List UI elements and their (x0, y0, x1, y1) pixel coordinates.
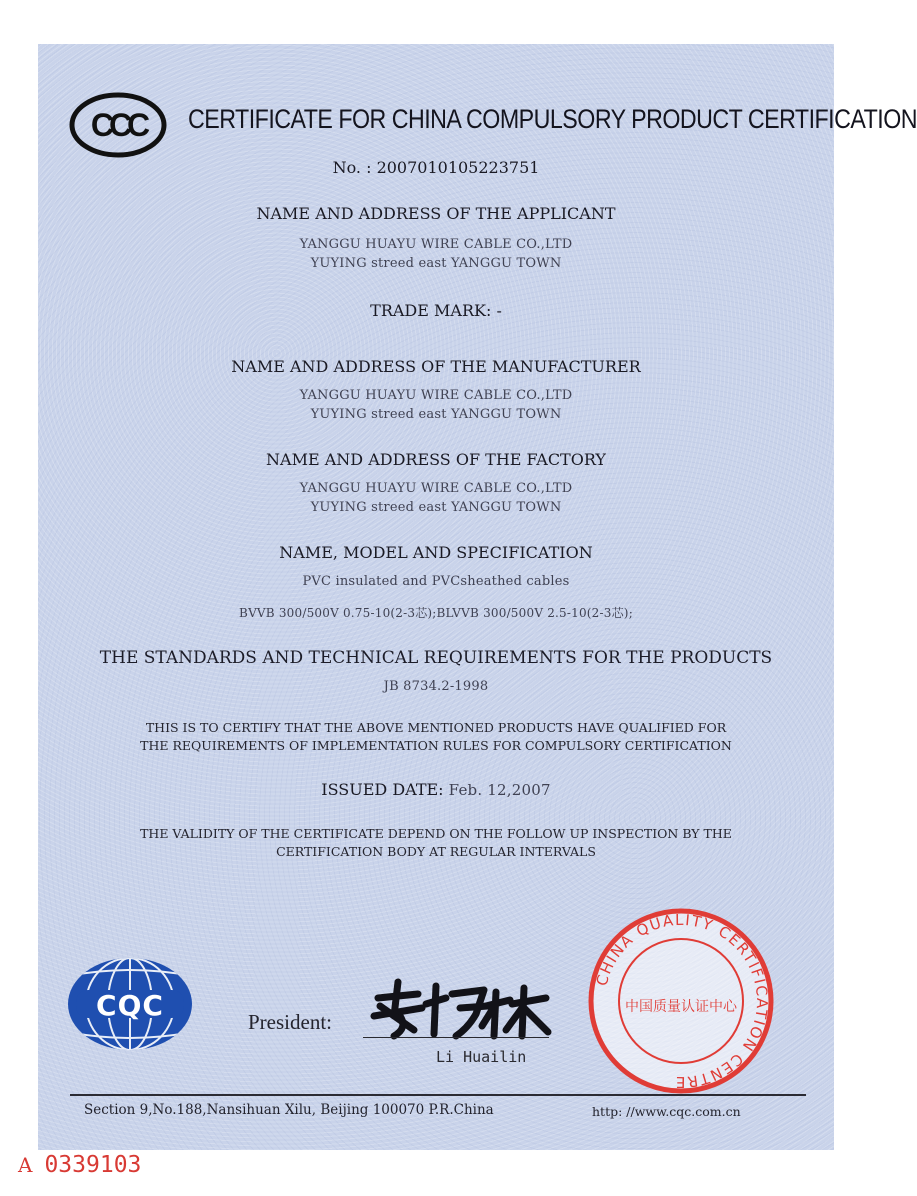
president-name: Li Huailin (436, 1048, 527, 1066)
applicant-heading: NAME AND ADDRESS OF THE APPLICANT (256, 204, 616, 223)
footer-address: Section 9,No.188,Nansihuan Xilu, Beijing 100070 P.R.China (84, 1102, 494, 1118)
ccc-logo-icon (68, 92, 168, 158)
certificate-sheet (38, 44, 917, 1150)
signature-line (363, 1037, 549, 1038)
seal-outer-text: CHINA QUALITY CERTIFICATION CENTRE (592, 910, 772, 1092)
standards-heading: THE STANDARDS AND TECHNICAL REQUIREMENTS FOR THE PRODUCTS (99, 648, 773, 668)
certificate-number: No. : 2007010105223751 (332, 158, 540, 177)
standards-value: JB 8734.2-1998 (383, 679, 489, 694)
cqc-logo-text: CQC (96, 989, 164, 1022)
president-label: President: (248, 1010, 332, 1034)
applicant-address: YUYING streed east YANGGU TOWN (310, 256, 562, 271)
handwritten-signature (364, 976, 554, 1042)
factory-name: YANGGU HUAYU WIRE CABLE CO.,LTD (299, 481, 573, 496)
serial-digits: 0339103 (44, 1152, 142, 1178)
issued-date-row (38, 780, 834, 799)
validity-line-1: THE VALIDITY OF THE CERTIFICATE DEPEND ON THE FOLLOW UP INSPECTION BY THE (140, 826, 732, 841)
issued-date-label: ISSUED DATE: (321, 780, 444, 799)
issued-date-value: Feb. 12,2007 (448, 781, 551, 799)
trade-mark: TRADE MARK: - (370, 301, 502, 320)
validity-line-2: CERTIFICATION BODY AT REGULAR INTERVALS (276, 844, 596, 859)
manufacturer-address: YUYING streed east YANGGU TOWN (310, 407, 562, 422)
footer-divider (70, 1094, 806, 1096)
ccc-logo-text: CCC (90, 107, 146, 143)
factory-heading: NAME AND ADDRESS OF THE FACTORY (266, 450, 606, 469)
manufacturer-name: YANGGU HUAYU WIRE CABLE CO.,LTD (299, 388, 573, 403)
cqc-logo-icon (66, 956, 194, 1052)
cqc-seal-stamp (586, 906, 776, 1096)
applicant-name: YANGGU HUAYU WIRE CABLE CO.,LTD (299, 237, 573, 252)
certificate-title: CERTIFICATE FOR CHINA COMPULSORY PRODUCT CERTIFICATION (188, 104, 917, 134)
footer-url: http: //www.cqc.com.cn (592, 1104, 741, 1119)
manufacturer-heading: NAME AND ADDRESS OF THE MANUFACTURER (231, 357, 641, 376)
factory-address: YUYING streed east YANGGU TOWN (310, 500, 562, 515)
product-spec: BVVB 300/500V 0.75-10(2-3芯);BLVVB 300/500V 2.5-10(2-3芯); (239, 606, 633, 620)
serial-prefix: A (18, 1153, 33, 1177)
seal-inner-text: 中国质量认证中心 (625, 999, 737, 1015)
product-name: PVC insulated and PVCsheathed cables (302, 574, 570, 589)
certify-line-2: THE REQUIREMENTS OF IMPLEMENTATION RULES FOR COMPULSORY CERTIFICATION (140, 738, 732, 753)
certify-line-1: THIS IS TO CERTIFY THAT THE ABOVE MENTIONED PRODUCTS HAVE QUALIFIED FOR (145, 720, 727, 735)
product-heading: NAME, MODEL AND SPECIFICATION (279, 543, 593, 562)
serial-number (18, 1152, 141, 1178)
